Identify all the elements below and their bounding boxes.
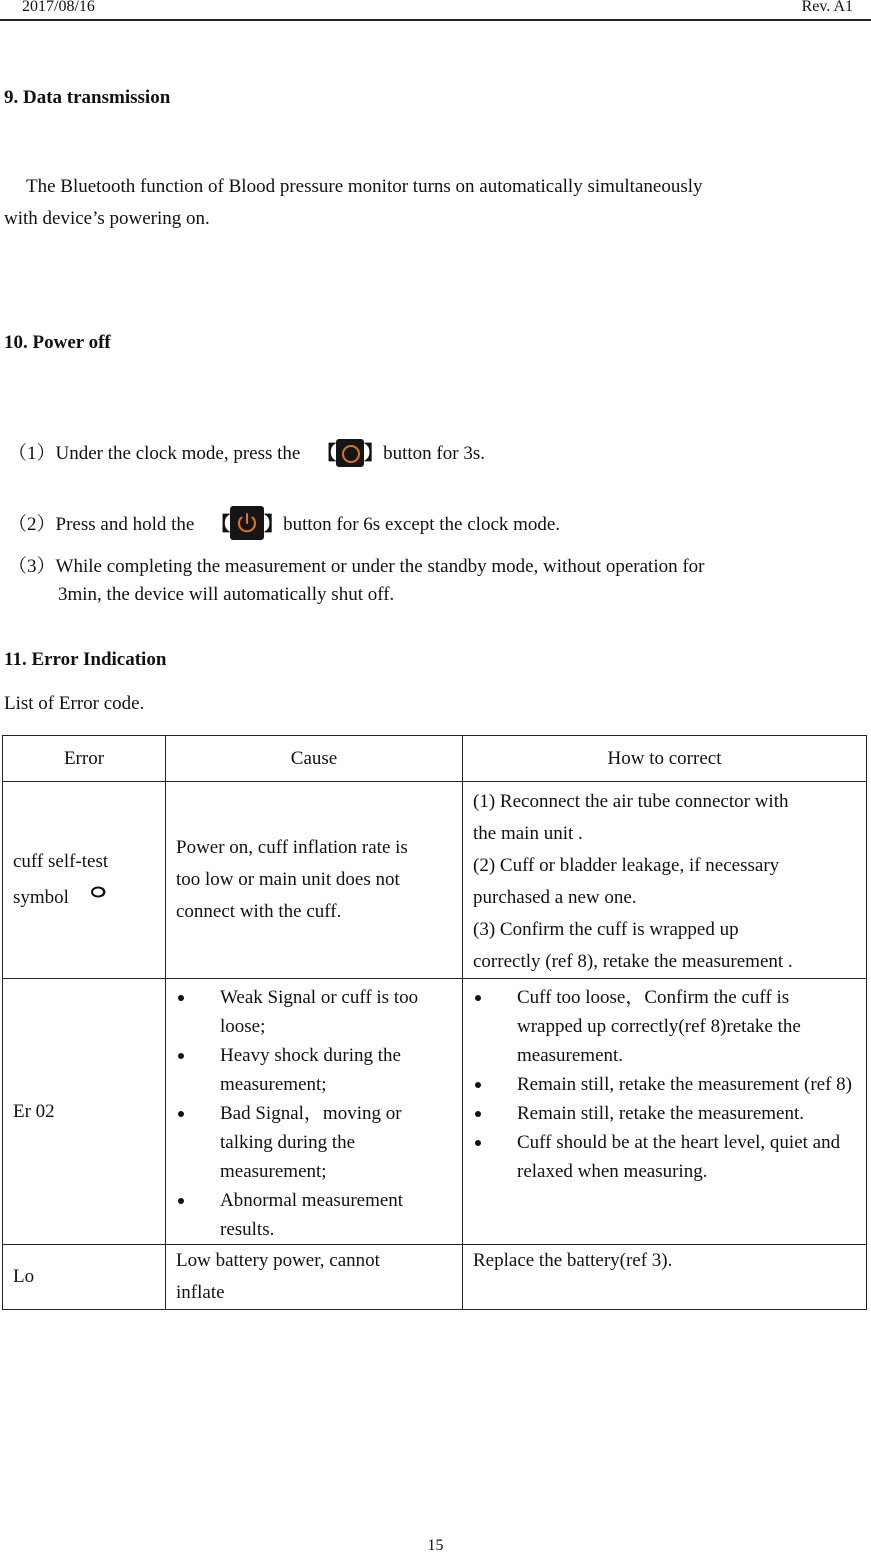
bracket-close: 】 bbox=[264, 514, 284, 535]
power-off-item-3-line2: 3min, the device will automatically shut off. bbox=[58, 584, 395, 605]
item-number: （2） bbox=[8, 514, 56, 535]
cause-cell bbox=[166, 1245, 463, 1310]
correct-line: correctly (ref 8), retake the measurement . bbox=[473, 951, 793, 972]
table-row bbox=[3, 979, 867, 1245]
cause-line: too low or main unit does not bbox=[176, 869, 400, 890]
cuff-symbol-icon bbox=[90, 878, 108, 910]
list-item: Cuff should be at the heart level, quiet and relaxed when measuring. bbox=[473, 1128, 856, 1186]
power-off-item-2 bbox=[8, 506, 560, 540]
power-button-icon bbox=[230, 506, 264, 540]
cause-line: connect with the cuff. bbox=[176, 901, 342, 922]
list-item: Remain still, retake the measurement. bbox=[473, 1099, 856, 1128]
circle-button-icon bbox=[336, 439, 364, 467]
page-number: 15 bbox=[427, 1537, 444, 1554]
correct-line: purchased a new one. bbox=[473, 887, 637, 908]
error-name-line2: symbol bbox=[13, 887, 69, 908]
cause-line: Low battery power, cannot bbox=[176, 1250, 380, 1271]
list-item: Abnormal measurement results. bbox=[176, 1186, 452, 1244]
header-rule bbox=[0, 19, 871, 21]
section11-subtitle: List of Error code. bbox=[4, 693, 145, 714]
item-text-before: Press and hold the bbox=[55, 514, 195, 535]
header-how-to-correct: How to correct bbox=[463, 736, 867, 782]
error-cell bbox=[3, 782, 166, 979]
error-cell: Er 02 bbox=[3, 979, 166, 1245]
table-row bbox=[3, 782, 867, 979]
cause-cell bbox=[166, 979, 463, 1245]
section11-title: 11. Error Indication bbox=[4, 649, 167, 670]
error-code-table bbox=[2, 735, 867, 1310]
bracket-close: 】 bbox=[364, 443, 384, 464]
cause-line: Power on, cuff inflation rate is bbox=[176, 837, 408, 858]
power-off-item-3 bbox=[8, 551, 705, 578]
item-text-after: button for 3s. bbox=[383, 443, 485, 464]
table-row bbox=[3, 1245, 867, 1310]
cause-cell bbox=[166, 782, 463, 979]
header-cause: Cause bbox=[166, 736, 463, 782]
section9-paragraph-line1: The Bluetooth function of Blood pressure monitor turns on automatically simultaneously bbox=[26, 176, 703, 197]
error-cell: Lo bbox=[3, 1245, 166, 1310]
list-item: Heavy shock during the measurement; bbox=[176, 1041, 452, 1099]
cause-list bbox=[176, 983, 452, 1244]
header-error: Error bbox=[3, 736, 166, 782]
section9-paragraph-line2: with device’s powering on. bbox=[4, 208, 210, 229]
list-item: Bad Signal，moving or talking during the measurement; bbox=[176, 1099, 452, 1186]
list-item: Weak Signal or cuff is too loose; bbox=[176, 983, 452, 1041]
bracket-open: 【 bbox=[211, 514, 231, 535]
bracket-open: 【 bbox=[317, 443, 337, 464]
correct-cell: Replace the battery(ref 3). bbox=[463, 1245, 867, 1310]
item-text-line1: While completing the measurement or under the standby mode, without operation for bbox=[55, 556, 705, 577]
correct-line: (3) Confirm the cuff is wrapped up bbox=[473, 919, 739, 940]
correct-line: (1) Reconnect the air tube connector with bbox=[473, 791, 789, 812]
header-date: 2017/08/16 bbox=[22, 0, 95, 15]
item-number: （1） bbox=[8, 443, 56, 464]
item-text-before: Under the clock mode, press the bbox=[55, 443, 301, 464]
table-header-row bbox=[3, 736, 867, 782]
correct-cell bbox=[463, 782, 867, 979]
error-name-line1: cuff self-test bbox=[13, 851, 109, 872]
correct-line: (2) Cuff or bladder leakage, if necessary bbox=[473, 855, 780, 876]
item-number: （3） bbox=[8, 556, 56, 577]
power-off-item-1 bbox=[8, 438, 485, 467]
header-revision: Rev. A1 bbox=[801, 0, 853, 15]
item-text-after: button for 6s except the clock mode. bbox=[283, 514, 561, 535]
section10-title: 10. Power off bbox=[4, 332, 111, 353]
correct-line: the main unit . bbox=[473, 823, 583, 844]
correct-cell bbox=[463, 979, 867, 1245]
cause-line: inflate bbox=[176, 1282, 225, 1303]
list-item: Cuff too loose，Confirm the cuff is wrapped up correctly(ref 8)retake the measurement. bbox=[473, 983, 856, 1070]
correct-list bbox=[473, 983, 856, 1186]
section9-title: 9. Data transmission bbox=[4, 87, 171, 108]
list-item: Remain still, retake the measurement (ref 8) bbox=[473, 1070, 856, 1099]
